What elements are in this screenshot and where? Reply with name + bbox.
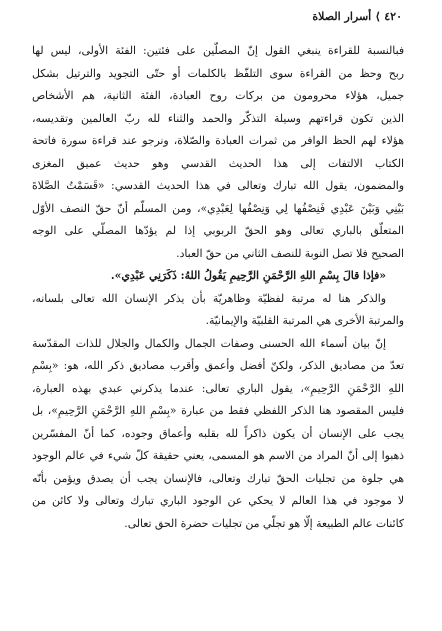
header-separator: ⟩ bbox=[375, 10, 381, 23]
text-line: والمضمون، يقول الله تبارك وتعالى في هذا الحديث القدسي: «قَسَمْتُ الصَّلاةَ bbox=[32, 179, 404, 192]
text-line: بَيْنِي وَبَيْنَ عَبْدِي فَنِصْفُها لِي وَنِصْفُها لِعَبْدِي»، ومن المسلّم أنّ حقّ النصف الأوّل bbox=[32, 201, 404, 215]
text-line: والمرتبة الأخرى هي المرتبة القلبيّة والإيمانيّة. bbox=[205, 314, 404, 327]
text-line: المتعلّق بالباري تعالى وهو الحقّ الربوبي إذا لم يؤدّها المصلّي على الوجه bbox=[32, 224, 404, 237]
body-text bbox=[32, 40, 404, 535]
text-line: الصحيح فلا تصل النوبة للنصف الثاني من حقّ العباد. bbox=[176, 246, 404, 260]
text-line: هؤلاء لهم الحظ الوافر من ثمرات العبادة والصّلاة، ونرجو عند قراءة سورة فاتحة bbox=[32, 134, 404, 147]
hadith-quote-line: «فإذا قالَ بِسْمِ اللهِ الرَّحْمَنِ الرَّحِيمِ يَقُولُ اللهُ: ذَكَرَنِي عَبْدِي». bbox=[110, 269, 386, 282]
page-number: ٤٢٠ bbox=[384, 10, 402, 23]
text-line: والذكر هنا له مرتبة لفظيّة وظاهريّة بأن يذكر الإنسان الله تعالى بلسانه، bbox=[32, 291, 386, 305]
text-line: فليس المقصود هنا الذكر اللفظي فقط من عبارة «بِسْمِ اللهِ الرَّحْمَنِ الرَّحِيمِ»، بل bbox=[32, 404, 404, 417]
running-header bbox=[312, 10, 402, 23]
text-line: هي جلوة من تجليات الحقّ تبارك وتعالى، فالإنسان يجب أن يصدق ويؤمن بأنّه bbox=[32, 471, 404, 485]
text-line: إنّ بيان أسماء الله الحسنى وصفات الجمال والكمال والجلال للذات المقدّسة bbox=[32, 336, 386, 350]
text-line: جميل، هؤلاء محرومون من بركات روح العبادة، الفئة الثانية، هم الأشخاص bbox=[32, 89, 404, 102]
text-line: اللهِ الرَّحْمَنِ الرَّحِيمِ»، يقول الباري تعالى: عندما يذكرني عبدي بهذه العبارة، bbox=[32, 381, 404, 395]
running-title: أسرار الصلاة bbox=[312, 10, 372, 23]
text-line: ذهبوا إلى أنّ المراد من الاسم هو المسمى، يعني حقيقة كلّ شيء في عالم الوجود bbox=[32, 449, 404, 462]
text-line: تعدّ من مصاديق الذكر، ولكنّ أفضل وأعمق وأقرب مصاديق ذكر الله، هو: «بِسْمِ bbox=[32, 359, 404, 372]
text-line: لا موجود في هذا العالم لا يحكي عن الوجود الباري تبارك وتعالى ولا كائن من bbox=[32, 494, 404, 507]
text-line: فبالنسبة للقراءة ينبغي القول إنّ المصلّين على فئتين: الفئة الأولى، ليس لها bbox=[32, 44, 404, 57]
text-line: كائنات عالم الطبيعة إلّا هو تجلّي من تجليات حضرة الحق تعالى. bbox=[124, 516, 404, 530]
text-line: الذين تكون قراءتهم وسيلة التذكّر والحمد والثناء لله ربّ العالمين وتقديسه، bbox=[32, 111, 404, 125]
text-line: ربح وحظ من القراءة سوى التلفّظ بالكلمات أو حتّى التجويد والترتيل بشكل bbox=[32, 66, 404, 80]
text-line: الكتاب الالتفات إلى هذا الحديث القدسي وهو حديث عميق المغزى bbox=[32, 156, 404, 170]
text-line: يجب على الإنسان أن يكون ذاكراً لله بقلبه وأعماق وجوده، كما أنّ المفسّرين bbox=[32, 426, 404, 440]
